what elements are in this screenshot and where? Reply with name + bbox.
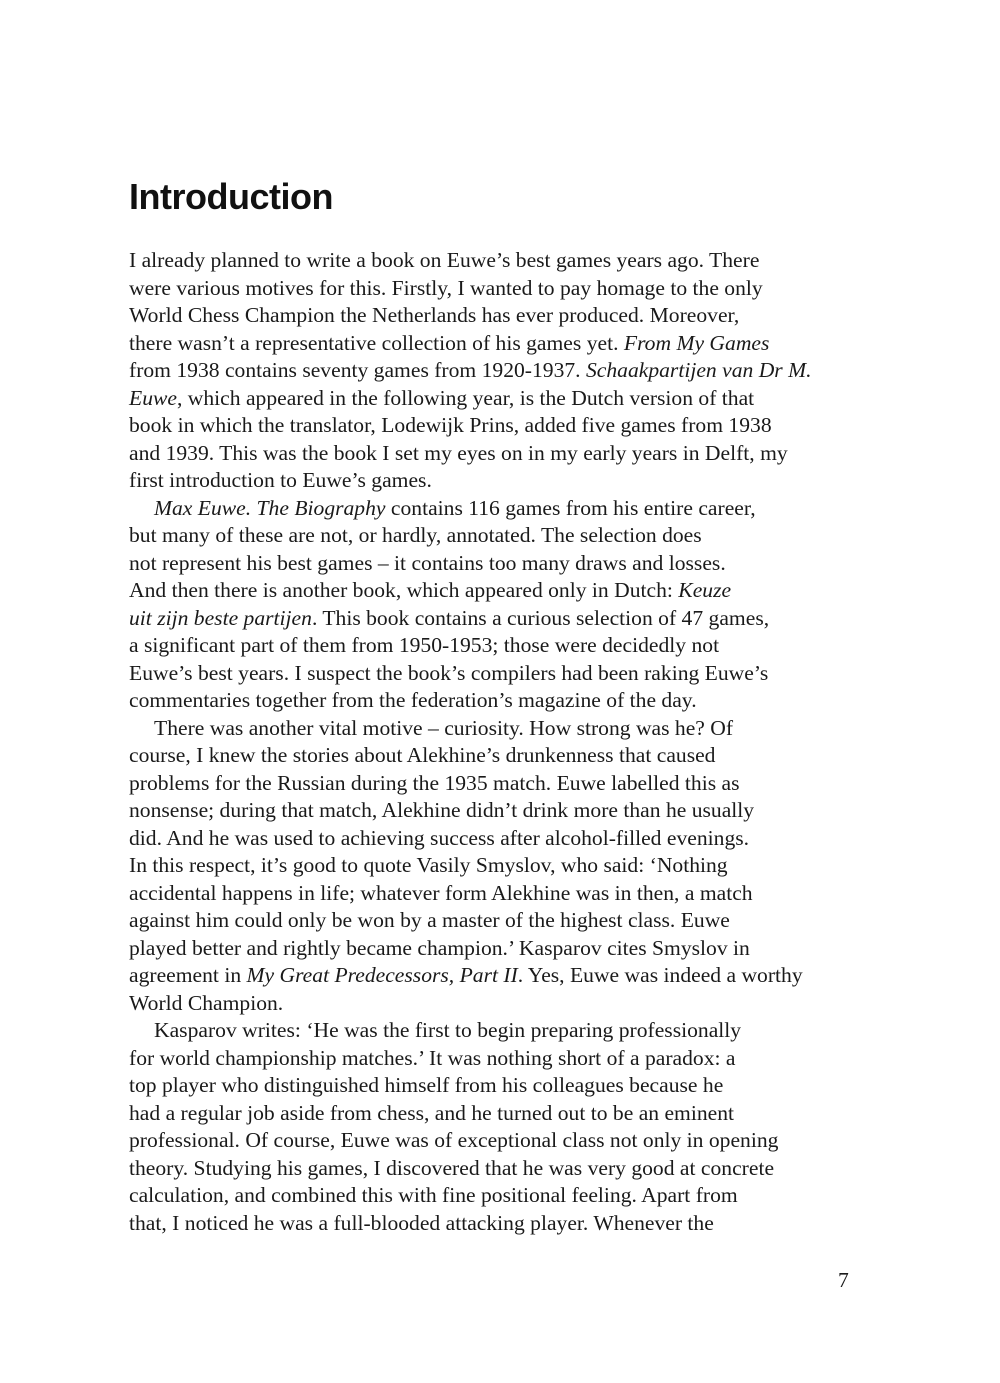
text-line [129, 715, 869, 743]
text-segment: . This book contains a curious selection of 47 games, [311, 605, 770, 630]
italic-text: uit zijn beste partijen [129, 605, 312, 630]
text-line [129, 907, 869, 935]
italic-text: Max Euwe. The Biography [154, 495, 386, 520]
text-segment: problems for the Russian during the 1935 match. Euwe labelled this as [129, 770, 740, 795]
chapter-heading: Introduction [129, 176, 333, 217]
text-segment: a significant part of them from 1950-1953; those were decidedly not [129, 633, 720, 657]
text-segment: There was another vital motive – curiosity. How strong was he? Of [154, 715, 734, 740]
text-line [129, 1127, 869, 1155]
text-line [129, 275, 869, 303]
text-line [129, 1017, 869, 1045]
text-segment: , which appeared in the following year, is the Dutch version of that [176, 385, 755, 410]
text-line [129, 1155, 869, 1183]
text-line [129, 825, 869, 853]
text-segment: agreement in [129, 963, 247, 987]
text-line [129, 330, 869, 358]
page-number: 7 [838, 1268, 849, 1292]
italic-text: Schaakpartijen van Dr M. [585, 358, 812, 382]
text-segment: and 1939. This was the book I set my eyes on in my early years in Delft, my [129, 440, 788, 465]
text-segment: In this respect, it’s good to quote Vasily Smyslov, who said: ‘Nothing [129, 853, 728, 877]
text-line [129, 990, 869, 1018]
text-line [129, 632, 869, 660]
text-line [129, 962, 869, 990]
text-segment: World Champion. [129, 990, 284, 1015]
text-segment: And then there is another book, which appeared only in Dutch: [129, 578, 679, 602]
text-segment: top player who distinguished himself from his colleagues because he [129, 1073, 724, 1097]
text-segment: against him could only be won by a master of the highest class. Euwe [129, 908, 730, 932]
text-segment: that, I noticed he was a full-blooded attacking player. Whenever the [129, 1210, 714, 1235]
italic-text: My Great Predecessors, Part II [246, 963, 518, 987]
text-segment: first introduction to Euwe’s games. [129, 468, 432, 492]
text-line [129, 880, 869, 908]
text-line [129, 1100, 869, 1128]
text-segment: from 1938 contains seventy games from 1920-1937. [129, 358, 586, 382]
text-segment: but many of these are not, or hardly, annotated. The selection does [129, 523, 702, 547]
text-line [129, 1210, 869, 1238]
text-segment: theory. Studying his games, I discovered that he was very good at concrete [129, 1155, 775, 1180]
text-line [129, 660, 869, 688]
text-line [129, 1182, 869, 1210]
text-segment: professional. Of course, Euwe was of exceptional class not only in opening [129, 1128, 779, 1152]
text-line [129, 797, 869, 825]
text-segment: Kasparov writes: ‘He was the first to begin preparing professionally [154, 1018, 742, 1042]
text-segment: were various motives for this. Firstly, I wanted to pay homage to the only [129, 275, 763, 300]
text-segment: book in which the translator, Lodewijk Prins, added five games from 1938 [129, 413, 772, 437]
text-segment: there wasn’t a representative collection of his games yet. [129, 330, 624, 355]
italic-text: Keuze [678, 578, 732, 602]
text-line [129, 852, 869, 880]
text-line [129, 302, 869, 330]
text-line [129, 412, 869, 440]
text-segment: commentaries together from the federation’s magazine of the day. [129, 688, 697, 712]
text-segment: course, I knew the stories about Alekhine’s drunkenness that caused [129, 743, 716, 767]
text-line [129, 687, 869, 715]
text-segment: not represent his best games – it contains too many draws and losses. [129, 550, 726, 575]
text-segment: nonsense; during that match, Alekhine didn’t drink more than he usually [129, 798, 755, 822]
text-line [129, 247, 869, 275]
body-text [129, 247, 869, 1237]
text-segment: World Chess Champion the Netherlands has ever produced. Moreover, [129, 303, 740, 327]
italic-text: Euwe [129, 385, 177, 410]
text-segment: had a regular job aside from chess, and he turned out to be an eminent [129, 1100, 735, 1125]
text-line [129, 385, 869, 413]
text-line [129, 1045, 869, 1073]
text-line [129, 605, 869, 633]
text-line [129, 742, 869, 770]
text-line [129, 467, 869, 495]
text-segment: . Yes, Euwe was indeed a worthy [517, 963, 803, 987]
text-segment: for world championship matches.’ It was nothing short of a paradox: a [129, 1045, 736, 1070]
text-segment: calculation, and combined this with fine positional feeling. Apart from [129, 1183, 738, 1207]
text-line [129, 440, 869, 468]
text-line [129, 357, 869, 385]
italic-text: From My Games [623, 330, 770, 355]
text-segment: contains 116 games from his entire career, [385, 495, 756, 520]
text-segment: played better and rightly became champion.’ Kasparov cites Smyslov in [129, 935, 750, 960]
text-line [129, 770, 869, 798]
text-segment: did. And he was used to achieving success after alcohol-filled evenings. [129, 825, 750, 850]
text-line [129, 495, 869, 523]
text-line [129, 577, 869, 605]
text-segment: I already planned to write a book on Euwe’s best games years ago. There [129, 248, 760, 272]
text-line [129, 935, 869, 963]
text-segment: Euwe’s best years. I suspect the book’s compilers had been raking Euwe’s [129, 660, 769, 685]
text-segment: accidental happens in life; whatever form Alekhine was in then, a match [129, 880, 753, 905]
text-line [129, 550, 869, 578]
text-line [129, 1072, 869, 1100]
text-line [129, 522, 869, 550]
